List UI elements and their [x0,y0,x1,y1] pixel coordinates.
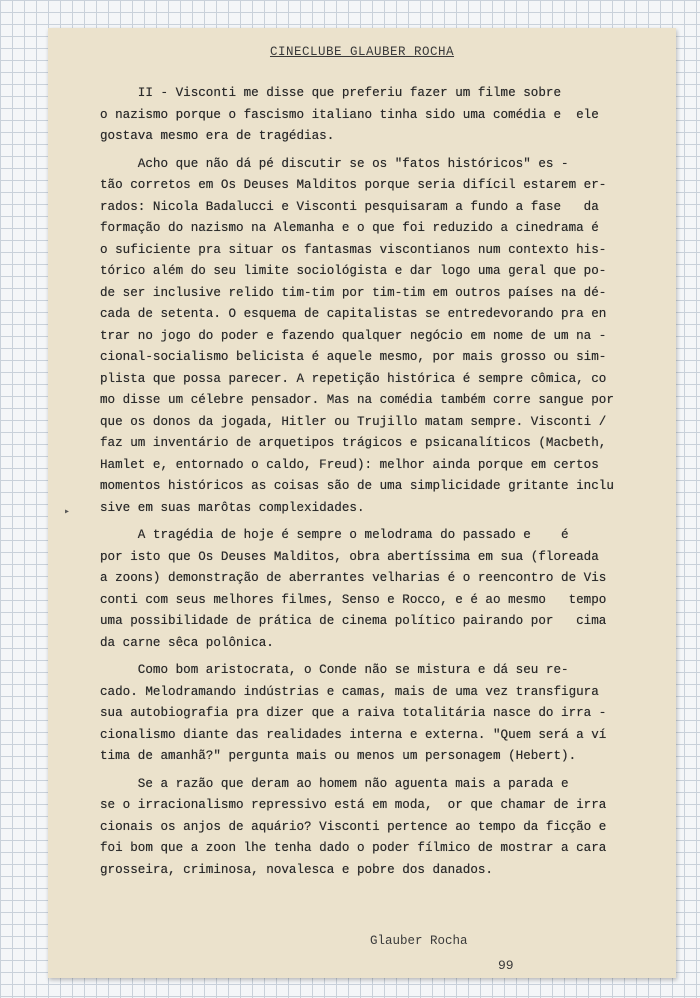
text-line: da carne sêca polônica. [100,635,274,650]
text-line: II - Visconti me disse que preferiu fazer um filme sobre [100,86,562,100]
text-line: tão corretos em Os Deuses Malditos porque seria difícil estarem er- [100,178,607,192]
text-line: plista que possa parecer. A repetição histórica é sempre cômica, co [100,371,607,386]
text-line: cional-socialismo belicista é aquele mesmo, por mais grosso ou sim- [100,350,607,364]
text-line: o suficiente pra situar os fantasmas viscontianos num contexto his- [100,242,607,257]
margin-mark: ▸ [64,507,71,518]
signature: Glauber Rocha [370,934,468,948]
page-number: 99 [498,958,514,973]
text-line: por isto que Os Deuses Malditos, obra abertíssima em sua (floreada [100,549,599,564]
text-line: cado. Melodramando indústrias e camas, mais de uma vez transfigura [100,684,599,699]
text-line: mo disse um célebre pensador. Mas na comédia também corre sangue por [100,393,614,407]
text-line: uma possibilidade de prática de cinema político pairando por cima [100,614,607,628]
text-line: o nazismo porque o fascismo italiano tinha sido uma comédia e ele [100,107,599,122]
text-line: Acho que não dá pé discutir se os "fatos históricos" es - [100,156,569,171]
text-line: rados: Nicola Badalucci e Visconti pesquisaram a fundo a fase da [100,199,599,214]
text-line: que os donos da jogada, Hitler ou Trujillo matam sempre. Visconti / [100,414,607,429]
document-page [48,28,676,978]
text-line: sua autobiografia pra dizer que a raiva totalitária nasce do irra - [100,706,607,720]
text-line: cionais os anjos de aquário? Visconti pertence ao tempo da ficção e [100,819,607,834]
text-line: formação do nazismo na Alemanha e o que foi reduzido a cinedrama é [100,221,599,235]
text-line: faz um inventário de arquetipos trágicos e psicanalíticos (Macbeth, [100,436,607,450]
text-line: tórico além do seu limite sociológista e dar logo uma geral que po- [100,264,607,278]
document-header [48,45,676,59]
text-line: cada de setenta. O esquema de capitalistas se entredevorando pra en [100,307,607,321]
header-title: CINECLUBE GLAUBER ROCHA [269,45,455,59]
text-line: grosseira, criminosa, novalesca e pobre dos danados. [100,862,493,877]
text-line: A tragédia de hoje é sempre o melodrama do passado e é [100,528,569,542]
text-line: cionalismo diante das realidades interna e externa. "Quem será a ví [100,727,607,742]
text-line: se o irracionalismo repressivo está em moda, or que chamar de irra [100,798,607,812]
text-line: foi bom que a zoon lhe tenha dado o poder fílmico de mostrar a cara [100,841,607,855]
text-line: a zoons) demonstração de aberrantes velharias é o reencontro de Vis [100,571,607,585]
text-line: trar no jogo do poder e fazendo qualquer negócio em nome de um na - [100,328,607,343]
text-line: conti com seus melhores filmes, Senso e Rocco, e é ao mesmo tempo [100,592,607,607]
text-line: tima de amanhã?" pergunta mais ou menos um personagem (Hebert). [100,749,577,763]
text-line: Se a razão que deram ao homem não aguenta mais a parada e [100,776,569,791]
text-line: momentos históricos as coisas são de uma simplicidade gritante inclu [100,479,614,493]
text-line: de ser inclusive relido tim-tim por tim-tim em outros países na dé- [100,285,607,300]
text-line: Como bom aristocrata, o Conde não se mistura e dá seu re- [100,663,569,677]
document-body [100,83,650,881]
text-line: sive em suas marôtas complexidades. [100,500,365,515]
text-line: gostava mesmo era de tragédias. [100,129,335,143]
text-line: Hamlet e, entornado o caldo, Freud): melhor ainda porque em certos [100,457,599,472]
